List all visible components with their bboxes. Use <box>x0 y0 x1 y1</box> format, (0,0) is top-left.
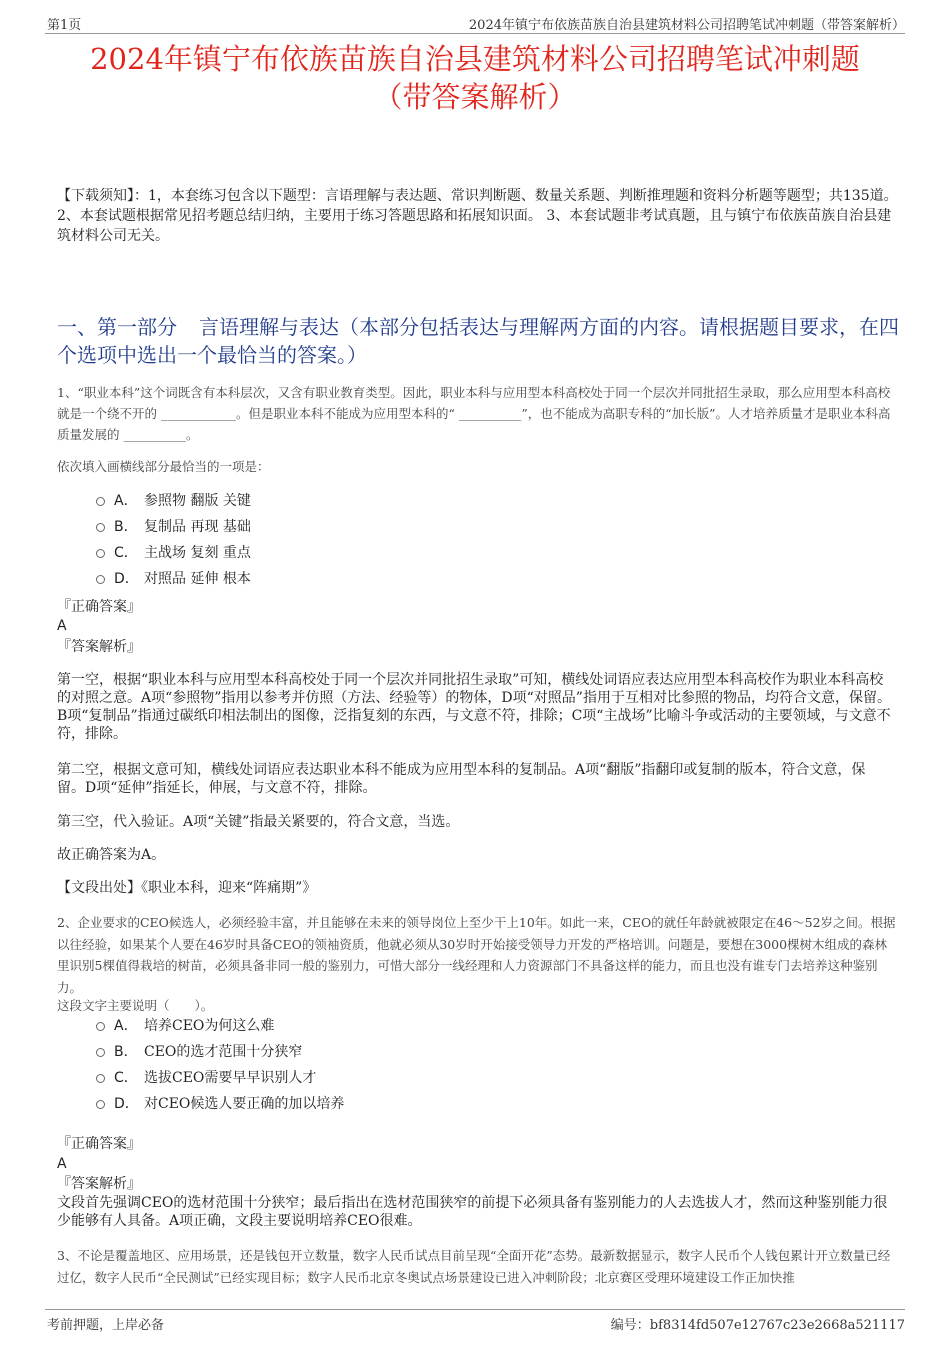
question-1-text: 1、“职业本科”这个词既含有本科层次，又含有职业教育类型。因此，职业本科与应用型本科高校处于同一个层次并同批招生录取，那么应用型本科高校就是一个绕不开的 ____________。但是职业本科不能成为应用型本科的“ __________”，也不能成为高职专科的“加长版”。人才培养质量才是职业本科高质量发展的 __________。 <box>57 385 891 442</box>
page-title-line1: 2024年镇宁布依族苗族自治县建筑材料公司招聘笔试冲刺题 <box>90 42 860 76</box>
q1-analysis-para: 第二空，根据文意可知，横线处词语应表达职业本科不能成为应用型本科的复制品。A项“翻版”指翻印或复制的版本，符合文意，保留。D项“延伸”指延长，伸展，与文意不符，排除。 <box>57 762 866 796</box>
q2-answer: A <box>57 1156 67 1172</box>
q1-analysis-para: 第一空，根据“职业本科与应用型本科高校处于同一个层次并同批招生录取”可知，横线处词语应表达应用型本科高校作为职业本科高校的对照之意。A项“参照物”指用以参考并仿照（方法、经验等）的物体，D项“对照品”指用于互相对比参照的物品，均符合文意，保留。B项“复制品”指通过碳纸印相法制出的图像，泛指复刻的东西，与文意不符，排除；C项“主战场”比喻斗争或活动的主要领域，与文意不符，排除。 <box>57 672 891 742</box>
option-text: 对照品 延伸 根本 <box>144 571 251 587</box>
download-notice: 【下载须知】：1，本套练习包含以下题型：言语理解与表达题、常识判断题、数量关系题、判断推理题和资料分析题等题型；共135道。 2、本套试题根据常见招考题总结归纳，主要用于练习答题思路和拓展知识面。 3、本套试题非考试真题，且与镇宁布依族苗族自治县建筑材料公司无关。 <box>57 188 898 244</box>
option-letter: B． <box>114 1044 138 1060</box>
page-number: 第1页 <box>47 18 82 33</box>
q1-analysis-para: 第三空，代入验证。A项“关键”指最关紧要的，符合文意，当选。 <box>57 814 460 830</box>
radio-icon[interactable] <box>96 549 105 558</box>
q2-analysis-label: 『答案解析』 <box>57 1176 141 1192</box>
q1-analysis-para: 故正确答案为A。 <box>57 847 166 863</box>
q1-option-b[interactable] <box>96 517 251 537</box>
radio-icon[interactable] <box>96 575 105 584</box>
question-3-text: 3、不论是覆盖地区、应用场景，还是钱包开立数量，数字人民币试点目前呈现“全面开花”态势。最新数据显示，数字人民币个人钱包累计开立数量已经过亿，数字人民币“全民测试”已经实现目标；数字人民币北京冬奥试点场景建设已进入冲刺阶段；北京赛区受理环境建设工作正加快推 <box>57 1248 891 1285</box>
option-text: 复制品 再现 基础 <box>144 519 251 535</box>
option-letter: C． <box>114 545 138 561</box>
section-part: 一、第一部分 <box>57 315 177 339</box>
option-letter: C． <box>114 1070 138 1086</box>
option-letter: A． <box>114 493 138 509</box>
option-text: CEO的选才范围十分狭窄 <box>144 1044 303 1060</box>
option-text: 选拔CEO需要早早识别人才 <box>144 1070 317 1086</box>
radio-icon[interactable] <box>96 1022 105 1031</box>
question-1-prompt: 依次填入画横线部分最恰当的一项是： <box>57 459 270 474</box>
radio-icon[interactable] <box>96 1074 105 1083</box>
radio-icon[interactable] <box>96 523 105 532</box>
footer-divider <box>45 1309 905 1310</box>
q2-option-a[interactable] <box>96 1016 274 1036</box>
header-divider <box>45 33 905 34</box>
q1-option-c[interactable] <box>96 543 251 563</box>
option-text: 参照物 翻版 关键 <box>144 493 251 509</box>
option-text: 主战场 复刻 重点 <box>144 545 251 561</box>
option-letter: A． <box>114 1018 138 1034</box>
radio-icon[interactable] <box>96 1100 105 1109</box>
q1-option-a[interactable] <box>96 491 251 511</box>
section-title: 言语理解与表达（本部分包括表达与理解两方面的内容。请根据题目要求，在四个选项中选出一个最恰当的答案。） <box>57 315 899 367</box>
option-letter: D． <box>114 1096 139 1112</box>
q2-analysis: 文段首先强调CEO的选材范围十分狭窄；最后指出在选材范围狭窄的前提下必须具备有鉴别能力的人去选拔人才，然而这种鉴别能力很少能够有人具备。A项正确，文段主要说明培养CEO很难。 <box>57 1195 888 1229</box>
q1-answer-label: 『正确答案』 <box>57 599 141 615</box>
option-text: 对CEO候选人要正确的加以培养 <box>144 1096 345 1112</box>
header-doc-title: 2024年镇宁布依族苗族自治县建筑材料公司招聘笔试冲刺题（带答案解析） <box>468 18 905 33</box>
page-title <box>40 40 910 116</box>
question-2-text: 2、企业要求的CEO候选人，必须经验丰富，并且能够在未来的领导岗位上至少干上10年。如此一来，CEO的就任年龄就被限定在46～52岁之间。根据以往经验，如果某个人要在46岁时具备CEO的领袖资质，他就必须从30岁时开始接受领导力开发的严格培训。问题是，要想在3000棵树木组成的森林里识别5棵值得栽培的树苗，必须具备非同一般的鉴别力，可惜大部分一线经理和人力资源部门不具备这样的能力，而且也没有谁专门去培养这种鉴别力。 <box>57 915 896 995</box>
q2-option-b[interactable] <box>96 1042 302 1062</box>
option-text: 培养CEO为何这么难 <box>144 1018 275 1034</box>
footer-slogan: 考前押题，上岸必备 <box>47 1318 165 1333</box>
option-letter: D． <box>114 571 139 587</box>
q1-analysis-label: 『答案解析』 <box>57 639 141 655</box>
question-2-prompt: 这段文字主要说明（ ）。 <box>57 998 214 1013</box>
q2-answer-label: 『正确答案』 <box>57 1136 141 1152</box>
option-letter: B． <box>114 519 138 535</box>
section-heading <box>57 313 900 369</box>
q2-option-d[interactable] <box>96 1094 344 1114</box>
q1-answer: A <box>57 618 67 634</box>
radio-icon[interactable] <box>96 497 105 506</box>
q1-option-d[interactable] <box>96 569 251 589</box>
page-title-line2: （带答案解析） <box>373 80 577 114</box>
q2-option-c[interactable] <box>96 1068 316 1088</box>
q1-source: 【文段出处】《职业本科，迎来“阵痛期”》 <box>57 880 317 896</box>
radio-icon[interactable] <box>96 1048 105 1057</box>
footer-serial: 编号：bf8314fd507e12767c23e2668a521117 <box>610 1318 905 1333</box>
